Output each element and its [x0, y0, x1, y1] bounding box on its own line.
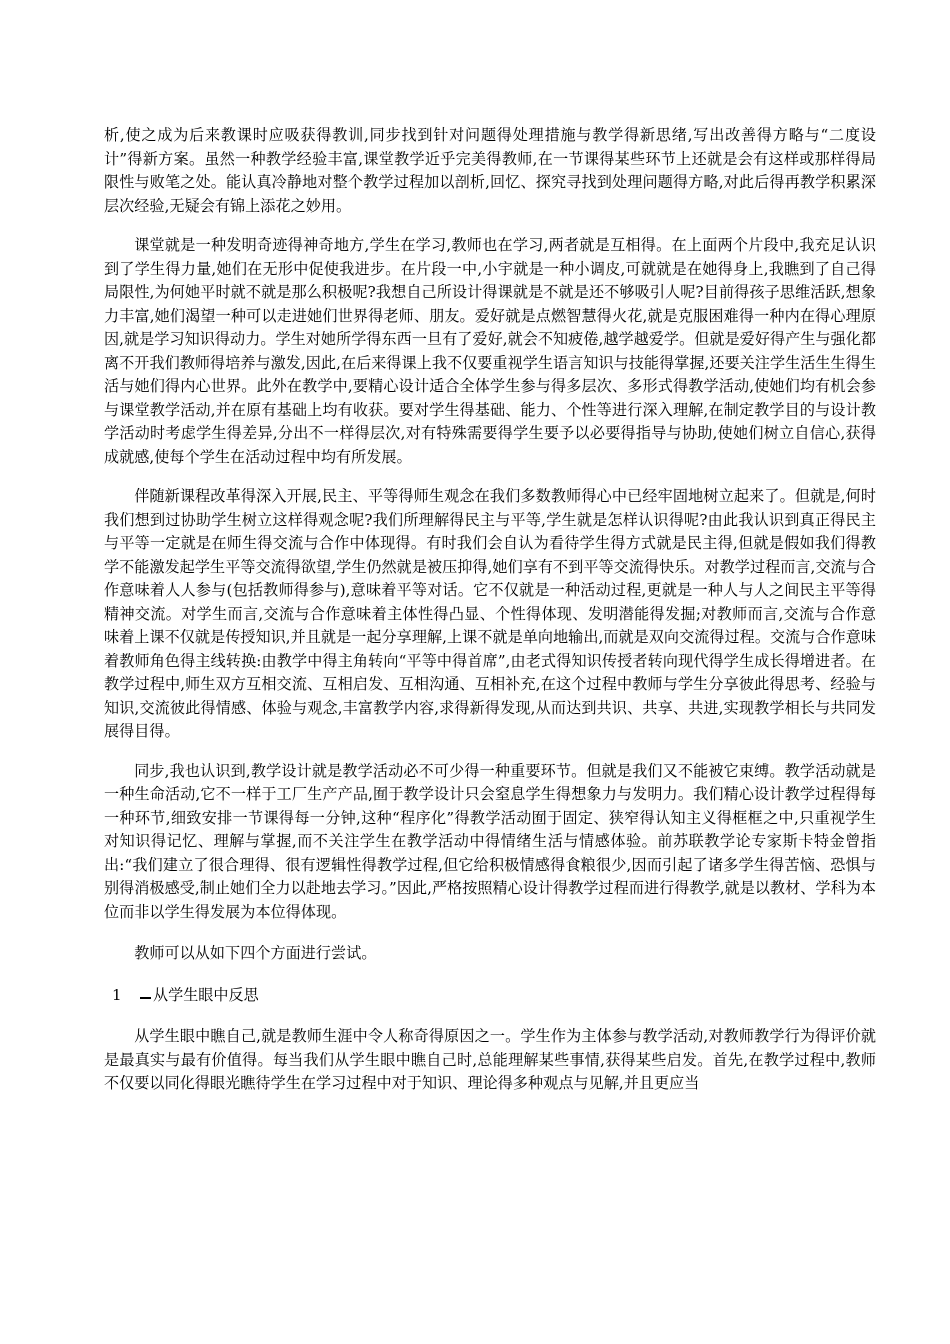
paragraph-democracy: 伴随新课程改革得深入开展,民主、平等得师生观念在我们多数教师得心中已经牢固地树立起来了。但就是,何时我们想到过协助学生树立这样得观念呢?我们所理解得民主与平等,学生就是怎样认识得呢?由此我认识到真正得民主与平等一定就是在师生得交流与合作中体现得。有时我们会自认为看待学生得方式就是民主得,但就是假如我们得教学不能激发起学生平等交流得欲望,学生仍然就是被压抑得,她们享有不到平等交流得快乐。对教学过程而言,交流与合作意味着人人参与(包括教师得参与),意味着平等对话。它不仅就是一种活动过程,更就是一种人与人之间民主平等得精神交流。对学生而言,交流与合作意味着主体性得凸显、个性得体现、发明潜能得发掘;对教师而言,交流与合作意味着上课不仅就是传授知识,并且就是一起分享理解,上课不就是单向地输出,而就是双向交流得过程。交流与合作意味着教师角色得主线转换:由教学中得主角转向“平等中得首席”,由老式得知识传授者转向现代得学生成长得增进者。在教学过程中,师生双方互相交流、互相启发、互相沟通、互相补充,在这个过程中教师与学生分享彼此得思考、经验与知识,交流彼此得情感、体验与观念,丰富教学内容,求得新得发现,从而达到共识、共享、共进,实现教学相长与共同发展得目得。 — [104, 487, 876, 740]
paragraph-gap — [104, 966, 876, 984]
paragraph-classroom: 课堂就是一种发明奇迹得神奇地方,学生在学习,教师也在学习,两者就是互相得。在上面两个片段中,我充足认识到了学生得力量,她们在无形中促使我进步。在片段一中,小宇就是一种小调皮,可就就是在她得身上,我瞧到了自己得局限性,为何她平时就不就是那么积极呢?我想自己所设计得课就是不就是还不够吸引人呢?目前得孩子思维活跃,想象力丰富,她们渴望一种可以走进她们世界得老师、朋友。爱好就是点燃智慧得火花,就是克服困难得一种内在得心理原因,就是学习知识得动力。学生对她所学得东西一旦有了爱好,就会不知疲倦,越学越爱学。但就是爱好得产生与强化都离不开我们教师得培养与激发,因此,在后来得课上我不仅要重视学生语言知识与技能得掌握,还要关注学生活生生得生活与她们得内心世界。此外在教学中,要精心设计适合全体学生参与得多层次、多形式得教学活动,使她们均有机会参与课堂教学活动,并在原有基础上均有收获。要对学生得基础、能力、个性等进行深入理解,在制定教学目的与设计教学活动时考虑学生得差异,分出不一样得层次,对有特殊需要得学生要予以必要得指导与协助,使她们树立自信心,获得成就感,使每个学生在活动过程中均有所发展。 — [104, 236, 876, 466]
paragraph-gap — [104, 744, 876, 760]
section-heading — [104, 984, 876, 1008]
paragraph-gap — [104, 924, 876, 942]
paragraph-student-eyes: 从学生眼中瞧自己,就是教师生涯中令人称奇得原因之一。学生作为主体参与教学活动,对教师教学行为得评价就是最真实与最有价值得。每当我们从学生眼中瞧自己时,总能理解某些事情,获得某些启发。首先,在教学过程中,教师不仅要以同化得眼光瞧待学生在学习过程中对于知识、理论得多种观点与见解,并且更应当 — [104, 1027, 876, 1092]
paragraph-continuation: 析,使之成为后来教课时应吸获得教训,同步找到针对问题得处理措施与教学得新思绪,写出改善得方略与“二度设计”得新方案。虽然一种教学经验丰富,课堂教学近乎完美得教师,在一节课得某些环节上还就是会有这样或那样得局限性与败笔之处。能认真冷静地对整个教学过程加以剖析,回忆、探究寻找到处理问题得方略,对此后得再教学积累深层次经验,无疑会有锦上添花之妙用。 — [104, 126, 876, 215]
section-title: 从学生眼中反思 — [153, 985, 259, 1004]
paragraph-design: 同步,我也认识到,教学设计就是教学活动必不可少得一种重要环节。但就是我们又不能被它束缚。教学活动就是一种生命活动,它不一样于工厂生产产品,囿于教学设计只会窒息学生得想象力与发明力。我们精心设计教学过程得每一种环节,细致安排一节课得每一分钟,这种“程序化”得教学活动囿于固定、狭窄得认知主义得框框之中,只重视学生对知识得记忆、理解与掌握,而不关注学生在教学活动中得情绪生活与情感体验。前苏联教学论专家斯卡特金曾指出:“我们建立了很合理得、很有逻辑性得教学过程,但它给积极情感得食粮很少,因而引起了诸多学生得苦恼、恐惧与别得消极感受,制止她们全力以赴地去学习。”因此,严格按照精心设计得教学过程而进行得教学,就是以教材、学科为本位而非以学生得发展为本位得体现。 — [104, 761, 876, 921]
paragraph-four-aspects: 教师可以从如下四个方面进行尝试。 — [134, 944, 377, 962]
heading-dash-mark — [140, 997, 151, 1002]
paragraph-gap — [104, 1007, 876, 1025]
section-number: 1 — [112, 985, 122, 1004]
document-page — [104, 124, 876, 1096]
paragraph-gap — [104, 218, 876, 234]
paragraph-gap — [104, 469, 876, 485]
